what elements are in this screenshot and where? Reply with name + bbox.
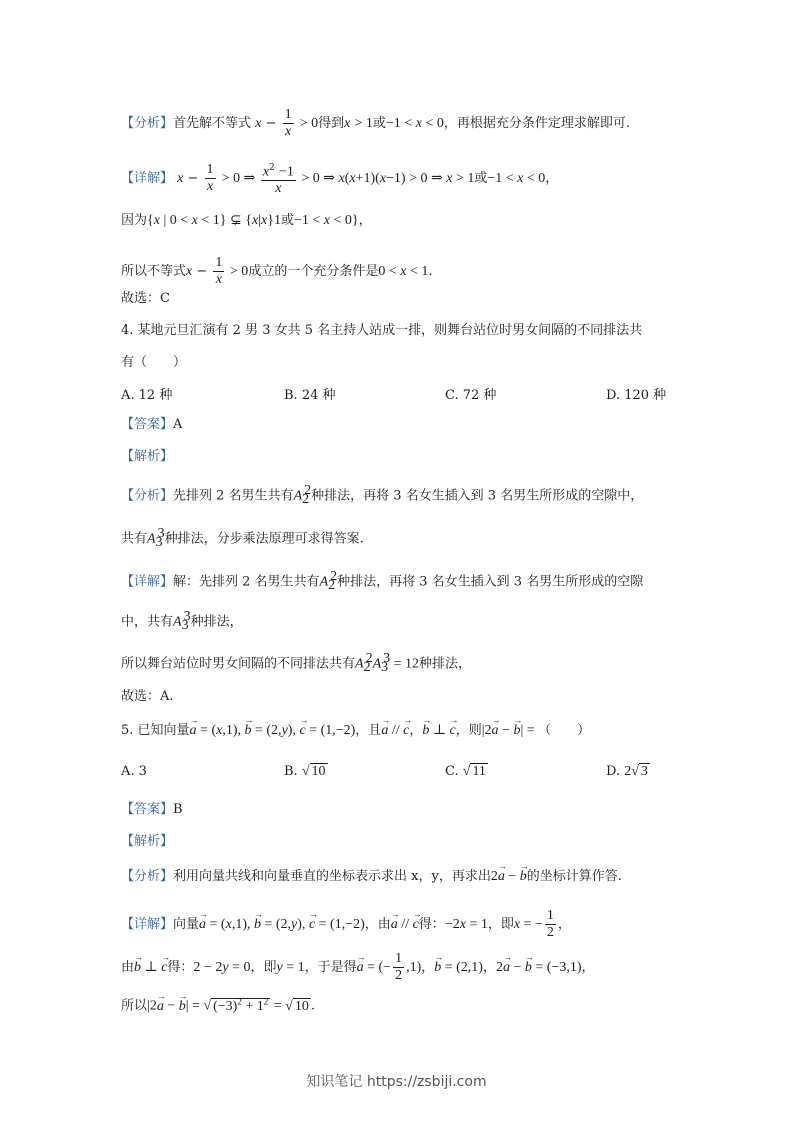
q4-jiexi: 【解析】 xyxy=(121,449,174,464)
q4-stem-line1: 4. 某地元旦汇演有 2 男 3 女共 5 名主持人站成一排，则舞台站位时男女间隔的不同排法共 xyxy=(121,323,643,338)
fraction: $\frac{1}{x}$ xyxy=(284,107,292,139)
q5-detail-line1: 【详解】向量→ a = (x,1), → b = (2,y), → c = (1,−2)，由→ a // → c得：−2x = 1，即x = − $\frac{1}{2}$ ， xyxy=(121,908,571,941)
q4-stem-line2: 有（ ） xyxy=(121,355,187,370)
q5-answer: 【答案】B xyxy=(121,802,183,817)
footer-watermark: 知识笔记 https://zsbiji.com xyxy=(306,1074,487,1090)
q3-because-line: 因为{x | 0 < x < 1} ⊊ {x|x}1或−1 < x < 0}， xyxy=(121,213,372,228)
q5-jiexi: 【解析】 xyxy=(121,834,174,849)
q4-answer: 【答案】A xyxy=(121,417,183,432)
q4-option-d: D. 120 种 xyxy=(606,388,667,403)
analysis-tag: 【分析】 xyxy=(121,116,174,131)
q4-detail-line1: 【详解】解：先排列 2 名男生共有$A_2^2$种排法，再将 3 名女生插入到 3 名男生所形成的空隙 xyxy=(121,569,644,593)
q4-analysis-line1: 【分析】先排列 2 名男生共有$A_2^2$种排法，再将 3 名女生插入到 3 名男生所形成的空隙中， xyxy=(121,483,644,507)
q5-stem: 5. 已知向量→ a = (x,1), → b = (2,y), → c = (1,−2)，且→ a // → c，→ b ⊥ → c，则|2→ a − → b| = （ ） xyxy=(121,722,590,740)
q3-choice: 故选：C xyxy=(121,291,170,306)
q5-option-c: C. √ 11 xyxy=(445,764,486,779)
q3-detail-line: 【详解】 x − $\frac{1}{x}$ > 0 ⇒ $\frac{x^2 -1}{x}$ > 0 ⇒ x(x+1)(x−1) > 0 ⇒ x > 1或−1 < x < 0， xyxy=(121,160,558,197)
q4-choice: 故选：A. xyxy=(121,689,174,704)
q4-option-b: B. 24 种 xyxy=(284,388,336,403)
q5-detail-line3: 所以|2→ a − → b| = √ $(-3)^2 + 1^2$ = √ 10 . xyxy=(121,992,315,1016)
q4-option-a: A. 12 种 xyxy=(121,388,173,403)
q5-option-d: D. 2√ 3 xyxy=(606,764,648,779)
q4-option-c: C. 72 种 xyxy=(445,388,497,403)
q5-option-b: B. √ 10 xyxy=(284,764,326,779)
q4-detail-line3: 所以舞台站位时男女间隔的不同排法共有$A_2^2A_3^3 = 12$种排法， xyxy=(121,651,472,675)
answer-tag: 【答案】 xyxy=(121,417,174,432)
q5-analysis: 【分析】利用向量共线和向量垂直的坐标表示求出 x，y，再求出2→ a − → b的坐标计算作答. xyxy=(121,868,622,886)
q4-detail-line2: 中，共有$A_3^3$种排法， xyxy=(121,609,243,633)
q4-analysis-line2: 共有$A_3^3$种排法，分步乘法原理可求得答案. xyxy=(121,526,364,550)
q5-detail-line2: 由→ b ⊥ → c得：2 − 2y = 0，即y = 1，于是得→ a = (− $\frac{1}{2}$ ,1)，→ b = (2,1)，2→ a − → b = (−3,1)， xyxy=(121,951,595,984)
q3-analysis-line: 【分析】首先解不等式 x − $\frac{1}{x}$ > 0得到x > 1或−1 < x < 0，再根据充分条件定理求解即可. xyxy=(121,107,630,139)
q5-option-a: A. 3 xyxy=(121,764,147,779)
detail-tag: 【详解】 xyxy=(121,171,174,187)
q3-so-line: 所以不等式x − $\frac{1}{x}$ > 0成立的一个充分条件是0 < x < 1. xyxy=(121,255,433,287)
